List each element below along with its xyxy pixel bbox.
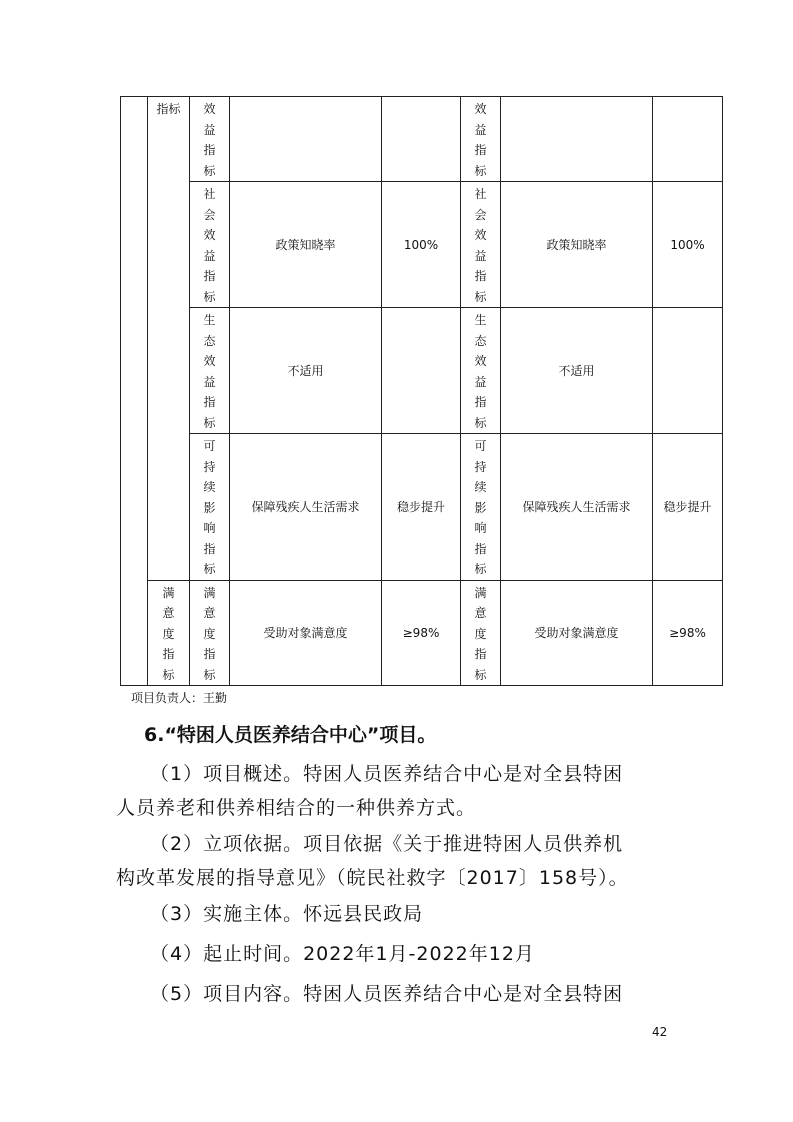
category-cell: 生态效益指标 [190,308,230,434]
indicator-name-cell: 保障残疾人生活需求 [501,434,653,581]
indicator-value-cell [382,308,461,434]
paragraph-line: 人员养老和供养相结合的一种供养方式。 [116,797,477,819]
indicator-value-cell: 100% [382,182,461,308]
indicator-value-cell: ≥98% [382,580,461,686]
person-in-charge: 项目负责人：王勤 [131,691,228,705]
category-cell: 满意度指标 [190,580,230,686]
category-cell: 社会效益指标 [461,182,501,308]
category-cell: 满意度指标 [461,580,501,686]
performance-indicator-table [120,96,723,686]
indicator-value-cell: 100% [653,182,723,308]
indicator-name-cell: 政策知晓率 [501,182,653,308]
level1-cell [121,97,148,686]
indicator-name-cell [501,97,653,182]
table-row [121,308,723,434]
paragraph-line: 构改革发展的指导意见》（皖民社救字〔2017〕158号）。 [116,867,629,889]
table-row [121,434,723,581]
category-cell: 可持续影响指标 [190,434,230,581]
indicator-value-cell [382,97,461,182]
indicator-value-cell: 稳步提升 [382,434,461,581]
category-cell: 效益指标 [461,97,501,182]
category-cell: 可持续影响指标 [461,434,501,581]
indicator-name-cell: 受助对象满意度 [501,580,653,686]
indicator-value-cell [653,308,723,434]
level2-cell: 指标 [148,97,190,581]
paragraph-line: （2）立项依据。项目依据《关于推进特困人员供养机 [150,833,624,855]
table-row [121,97,723,182]
paragraph-line: （4）起止时间。2022年1月-2022年12月 [150,943,535,965]
table-row [121,182,723,308]
section-heading: 6.“特困人员医养结合中心”项目。 [144,724,437,746]
indicator-value-cell: 稳步提升 [653,434,723,581]
indicator-value-cell: ≥98% [653,580,723,686]
category-cell: 社会效益指标 [190,182,230,308]
category-cell: 效益指标 [190,97,230,182]
paragraph-line: （3）实施主体。怀远县民政局 [150,903,424,925]
level2-cell: 满意度指标 [148,580,190,686]
paragraph-line: （1）项目概述。特困人员医养结合中心是对全县特困 [150,763,624,785]
category-cell: 生态效益指标 [461,308,501,434]
indicator-name-cell: 受助对象满意度 [230,580,382,686]
indicator-name-cell: 不适用 [230,308,382,434]
paragraph-line: （5）项目内容。特困人员医养结合中心是对全县特困 [150,983,624,1005]
indicator-name-cell: 政策知晓率 [230,182,382,308]
indicator-name-cell [230,97,382,182]
indicator-name-cell: 保障残疾人生活需求 [230,434,382,581]
indicator-value-cell [653,97,723,182]
page-number: 42 [652,1025,668,1039]
indicator-name-cell: 不适用 [501,308,653,434]
table-row [121,580,723,686]
